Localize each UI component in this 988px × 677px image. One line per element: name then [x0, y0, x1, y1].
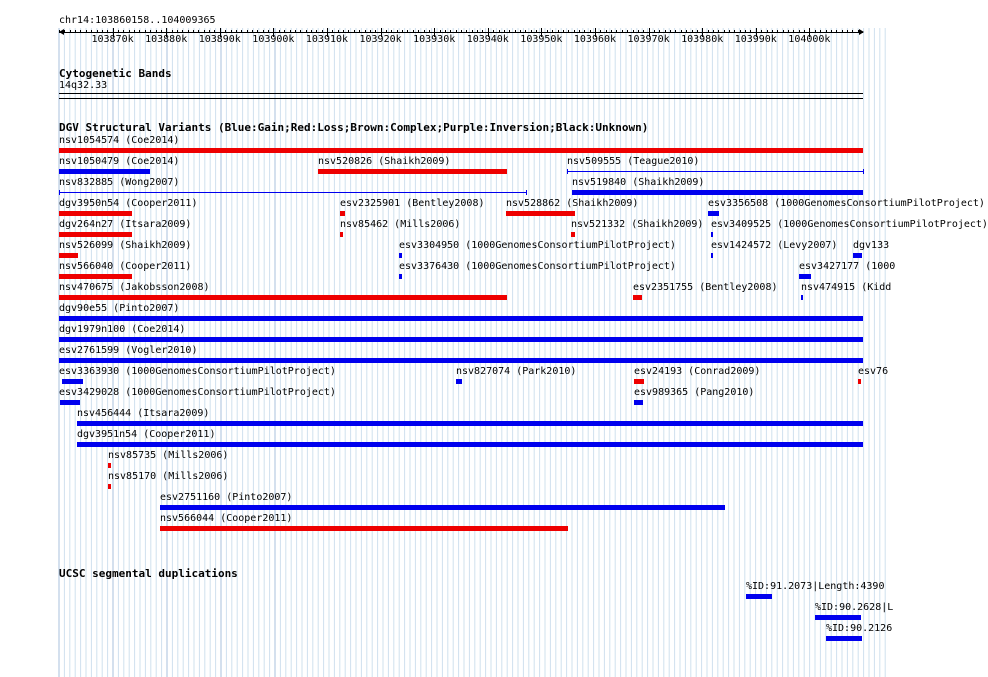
ruler-minor-tick	[295, 30, 296, 33]
ruler-minor-tick	[767, 30, 768, 33]
dgv-feature-bar[interactable]	[60, 400, 80, 405]
dgv-feature-cap	[863, 169, 864, 174]
ruler-minor-tick	[391, 30, 392, 33]
ruler-minor-tick	[477, 30, 478, 33]
ruler-minor-tick	[750, 30, 751, 33]
dgv-feature-bar[interactable]	[59, 253, 78, 258]
ruler-minor-tick	[579, 30, 580, 33]
cytoband-line-top	[59, 93, 863, 94]
ruler-minor-tick	[600, 30, 601, 33]
dgv-feature-cap	[526, 190, 527, 195]
ruler-minor-tick	[359, 30, 360, 33]
ruler-minor-tick	[777, 30, 778, 33]
dgv-feature-label[interactable]: esv3427177 (1000	[799, 261, 896, 272]
ruler-minor-tick	[659, 30, 660, 33]
dgv-feature-label[interactable]: esv2751160 (Pinto2007)	[160, 492, 293, 503]
dgv-feature-bar[interactable]	[59, 192, 526, 193]
ruler-tick-label: 103890k	[198, 34, 241, 45]
dgv-feature-label[interactable]: esv1424572 (Levy2007)	[711, 240, 838, 251]
ruler-tick-label: 103940k	[466, 34, 509, 45]
ruler-minor-tick	[772, 30, 773, 33]
ruler-tick-label: 103990k	[734, 34, 777, 45]
dgv-feature-bar[interactable]	[506, 211, 575, 216]
ruler-minor-tick	[279, 30, 280, 33]
dgv-feature-bar[interactable]	[399, 253, 402, 258]
ruler-minor-tick	[804, 30, 805, 33]
ruler-minor-tick	[236, 30, 237, 33]
ruler-minor-tick	[86, 30, 87, 33]
ruler-minor-tick	[204, 30, 205, 33]
ruler-minor-tick	[740, 30, 741, 33]
ruler-minor-tick	[118, 30, 119, 33]
dgv-feature-bar[interactable]	[59, 295, 507, 300]
dgv-feature-bar[interactable]	[858, 379, 861, 384]
ruler-minor-tick	[247, 30, 248, 33]
dgv-feature-label[interactable]: nsv827074 (Park2010)	[456, 366, 577, 377]
ruler-minor-tick	[198, 30, 199, 33]
ruler-minor-tick	[188, 30, 189, 33]
ruler-minor-tick	[815, 30, 816, 33]
ruler-minor-tick	[386, 30, 387, 33]
ruler-minor-tick	[343, 30, 344, 33]
ruler-minor-tick	[150, 30, 151, 33]
dgv-feature-bar[interactable]	[799, 274, 811, 279]
ruler-tick-label: 103920k	[359, 34, 402, 45]
ruler-minor-tick	[783, 30, 784, 33]
ruler-tick-label: 103980k	[681, 34, 724, 45]
ruler-minor-tick	[375, 30, 376, 33]
segdup-track-title: UCSC segmental duplications	[59, 567, 238, 580]
dgv-feature-bar[interactable]	[634, 400, 643, 405]
ruler-minor-tick	[97, 30, 98, 33]
dgv-feature-label[interactable]: esv2761599 (Vogler2010)	[59, 345, 198, 356]
dgv-feature-label[interactable]: dgv264n27 (Itsara2009)	[59, 219, 192, 230]
dgv-feature-bar[interactable]	[633, 295, 642, 300]
dgv-feature-bar[interactable]	[318, 169, 507, 174]
ruler-minor-tick	[520, 30, 521, 33]
dgv-feature-bar[interactable]	[567, 171, 863, 172]
dgv-feature-bar[interactable]	[853, 253, 862, 258]
ruler-minor-tick	[616, 30, 617, 33]
ruler-minor-tick	[515, 30, 516, 33]
ruler-minor-tick	[729, 30, 730, 33]
dgv-feature-bar[interactable]	[59, 358, 863, 363]
ruler-minor-tick	[413, 30, 414, 33]
ruler-minor-tick	[424, 30, 425, 33]
ruler-minor-tick	[182, 30, 183, 33]
dgv-feature-label[interactable]: esv24193 (Conrad2009)	[634, 366, 761, 377]
ruler-tick-label: 103880k	[145, 34, 188, 45]
dgv-feature-label[interactable]: nsv470675 (Jakobsson2008)	[59, 282, 210, 293]
dgv-feature-bar[interactable]	[708, 211, 719, 216]
ruler-minor-tick	[627, 30, 628, 33]
ruler-minor-tick	[697, 30, 698, 33]
ruler-minor-tick	[472, 30, 473, 33]
ruler-minor-tick	[718, 30, 719, 33]
dgv-feature-label[interactable]: nsv1054574 (Coe2014)	[59, 135, 180, 146]
dgv-feature-label[interactable]: nsv85170 (Mills2006)	[108, 471, 229, 482]
ruler-minor-tick	[756, 30, 757, 33]
dgv-feature-label[interactable]: esv3409525 (1000GenomesConsortiumPilotProject)	[711, 219, 988, 230]
ruler-minor-tick	[123, 30, 124, 33]
dgv-feature-label[interactable]: dgv133	[853, 240, 890, 251]
ruler-minor-tick	[713, 30, 714, 33]
ruler-minor-tick	[638, 30, 639, 33]
dgv-feature-bar[interactable]	[77, 442, 863, 447]
dgv-feature-bar[interactable]	[59, 232, 132, 237]
dgv-feature-bar[interactable]	[108, 463, 111, 468]
ruler-minor-tick	[643, 30, 644, 33]
dgv-feature-label[interactable]: dgv1979n100 (Coe2014)	[59, 324, 186, 335]
ruler-minor-tick	[91, 30, 92, 33]
ruler-minor-tick	[793, 30, 794, 33]
dgv-feature-bar[interactable]	[340, 211, 345, 216]
ruler-minor-tick	[161, 30, 162, 33]
ruler-minor-tick	[263, 30, 264, 33]
dgv-feature-label[interactable]: esv3376430 (1000GenomesConsortiumPilotProject)	[399, 261, 676, 272]
ruler-minor-tick	[327, 30, 328, 33]
dgv-feature-label[interactable]: nsv456444 (Itsara2009)	[77, 408, 210, 419]
dgv-feature-bar[interactable]	[456, 379, 462, 384]
dgv-feature-bar[interactable]	[399, 274, 402, 279]
ruler-minor-tick	[836, 30, 837, 33]
ruler-tick-label: 103870k	[91, 34, 134, 45]
dgv-feature-label[interactable]: esv2325901 (Bentley2008)	[340, 198, 485, 209]
ruler-minor-tick	[820, 30, 821, 33]
ruler-minor-tick	[482, 30, 483, 33]
ruler-minor-tick	[332, 30, 333, 33]
ruler-minor-tick	[418, 30, 419, 33]
dgv-feature-bar[interactable]	[62, 379, 83, 384]
ruler-minor-tick	[252, 30, 253, 33]
ruler-minor-tick	[64, 30, 65, 33]
position-label: chr14:103860158..104009365	[59, 15, 216, 26]
ruler-minor-tick	[493, 30, 494, 33]
ruler-minor-tick	[831, 30, 832, 33]
dgv-feature-bar[interactable]	[59, 316, 863, 321]
ruler-minor-tick	[686, 30, 687, 33]
dgv-feature-bar[interactable]	[59, 274, 132, 279]
ruler-minor-tick	[300, 30, 301, 33]
dgv-feature-label[interactable]: nsv520826 (Shaikh2009)	[318, 156, 451, 167]
ruler-minor-tick	[595, 30, 596, 33]
ruler-minor-tick	[547, 30, 548, 33]
ruler-minor-tick	[370, 30, 371, 33]
ruler-minor-tick	[488, 30, 489, 33]
ruler-minor-tick	[734, 30, 735, 33]
ruler-minor-tick	[397, 30, 398, 33]
dgv-feature-label[interactable]: nsv528862 (Shaikh2009)	[506, 198, 639, 209]
dgv-feature-bar[interactable]	[160, 505, 725, 510]
ruler-minor-tick	[606, 30, 607, 33]
dgv-feature-label[interactable]: esv989365 (Pang2010)	[634, 387, 755, 398]
cytoband-track-title: Cytogenetic Bands	[59, 67, 172, 80]
ruler-minor-tick	[852, 30, 853, 33]
dgv-feature-bar[interactable]	[77, 421, 863, 426]
ruler-tick-label: 103970k	[627, 34, 670, 45]
dgv-feature-cap	[59, 190, 60, 195]
ruler-minor-tick	[145, 30, 146, 33]
ruler-tick-label: 104000k	[788, 34, 831, 45]
ruler-minor-tick	[75, 30, 76, 33]
ruler-minor-tick	[306, 30, 307, 33]
ruler-minor-tick	[504, 30, 505, 33]
dgv-feature-label[interactable]: esv3429028 (1000GenomesConsortiumPilotProject)	[59, 387, 336, 398]
ruler-minor-tick	[826, 30, 827, 33]
dgv-feature-label[interactable]: nsv509555 (Teague2010)	[567, 156, 700, 167]
segdup-feature-bar[interactable]	[815, 615, 861, 620]
ruler-minor-tick	[59, 30, 60, 33]
ruler-minor-tick	[429, 30, 430, 33]
ruler-minor-tick	[552, 30, 553, 33]
dgv-feature-bar[interactable]	[108, 484, 111, 489]
ruler-minor-tick	[858, 30, 859, 33]
dgv-feature-bar[interactable]	[160, 526, 568, 531]
ruler-minor-tick	[434, 30, 435, 33]
ruler-minor-tick	[102, 30, 103, 33]
dgv-feature-label[interactable]: dgv3951n54 (Cooper2011)	[77, 429, 216, 440]
ruler-minor-tick	[402, 30, 403, 33]
ruler-minor-tick	[536, 30, 537, 33]
ruler-minor-tick	[461, 30, 462, 33]
ruler-minor-tick	[225, 30, 226, 33]
dgv-feature-label[interactable]: esv3356508 (1000GenomesConsortiumPilotProject)	[708, 198, 985, 209]
dgv-track-title: DGV Structural Variants (Blue:Gain;Red:Loss;Brown:Complex;Purple:Inversion;Black:Unknown)	[59, 121, 649, 134]
ruler-minor-tick	[209, 30, 210, 33]
dgv-feature-bar[interactable]	[59, 211, 132, 216]
ruler-minor-tick	[338, 30, 339, 33]
dgv-feature-label[interactable]: dgv90e55 (Pinto2007)	[59, 303, 180, 314]
ruler-tick-label: 103900k	[252, 34, 295, 45]
ruler-minor-tick	[622, 30, 623, 33]
ruler-minor-tick	[290, 30, 291, 33]
ruler-minor-tick	[172, 30, 173, 33]
ruler-minor-tick	[241, 30, 242, 33]
ruler-minor-tick	[611, 30, 612, 33]
ruler-minor-tick	[214, 30, 215, 33]
ruler-minor-tick	[166, 30, 167, 33]
segdup-feature-label[interactable]: %ID:90.2628|L	[815, 602, 894, 613]
ruler-minor-tick	[788, 30, 789, 33]
dgv-feature-label[interactable]: nsv474915 (Kidd	[801, 282, 892, 293]
ruler-minor-tick	[156, 30, 157, 33]
ruler-tick-label: 103960k	[573, 34, 617, 45]
segdup-feature-bar[interactable]	[746, 594, 772, 599]
ruler-minor-tick	[177, 30, 178, 33]
cytoband-line-bottom	[59, 98, 863, 99]
dgv-feature-bar[interactable]	[571, 232, 575, 237]
dgv-feature-bar[interactable]	[340, 232, 343, 237]
ruler-minor-tick	[311, 30, 312, 33]
dgv-feature-bar[interactable]	[634, 379, 644, 384]
dgv-feature-label[interactable]: esv2351755 (Bentley2008)	[633, 282, 778, 293]
ruler-minor-tick	[134, 30, 135, 33]
ruler-tick-label: 103910k	[305, 34, 349, 45]
ruler-minor-tick	[70, 30, 71, 33]
dgv-feature-label[interactable]: nsv566044 (Cooper2011)	[160, 513, 293, 524]
ruler-minor-tick	[842, 30, 843, 33]
dgv-feature-label[interactable]: nsv85462 (Mills2006)	[340, 219, 461, 230]
ruler-minor-tick	[316, 30, 317, 33]
ruler-minor-tick	[407, 30, 408, 33]
dgv-feature-label[interactable]: nsv526099 (Shaikh2009)	[59, 240, 192, 251]
dgv-feature-bar[interactable]	[59, 337, 863, 342]
ruler-minor-tick	[665, 30, 666, 33]
ruler-minor-tick	[724, 30, 725, 33]
ruler-minor-tick	[681, 30, 682, 33]
cytoband-label: 14q32.33	[59, 80, 108, 91]
ruler-minor-tick	[558, 30, 559, 33]
ruler-tick-label: 103950k	[520, 34, 563, 45]
dgv-feature-bar[interactable]	[711, 232, 713, 237]
ruler-minor-tick	[450, 30, 451, 33]
ruler-minor-tick	[268, 30, 269, 33]
dgv-feature-label[interactable]: esv3304950 (1000GenomesConsortiumPilotProject)	[399, 240, 676, 251]
ruler-minor-tick	[799, 30, 800, 33]
dgv-feature-label[interactable]: nsv1050479 (Coe2014)	[59, 156, 180, 167]
dgv-feature-bar[interactable]	[711, 253, 713, 258]
ruler-minor-tick	[675, 30, 676, 33]
ruler-minor-tick	[440, 30, 441, 33]
dgv-feature-label[interactable]: nsv832885 (Wong2007)	[59, 177, 180, 188]
ruler-minor-tick	[847, 30, 848, 33]
dgv-feature-bar[interactable]	[801, 295, 803, 300]
ruler-minor-tick	[231, 30, 232, 33]
ruler-minor-tick	[568, 30, 569, 33]
dgv-feature-label[interactable]: esv3363930 (1000GenomesConsortiumPilotProject)	[59, 366, 336, 377]
ruler-minor-tick	[574, 30, 575, 33]
ruler-minor-tick	[541, 30, 542, 33]
ruler-minor-tick	[499, 30, 500, 33]
ruler-minor-tick	[348, 30, 349, 33]
ruler-minor-tick	[466, 30, 467, 33]
ruler-minor-tick	[193, 30, 194, 33]
ruler-minor-tick	[809, 30, 810, 33]
ruler-tick-label: 103930k	[413, 34, 456, 45]
ruler-minor-tick	[670, 30, 671, 33]
ruler-minor-tick	[456, 30, 457, 33]
ruler-minor-tick	[354, 30, 355, 33]
ruler-minor-tick	[220, 30, 221, 33]
ruler-minor-tick	[692, 30, 693, 33]
ruler-minor-tick	[80, 30, 81, 33]
segdup-feature-bar[interactable]	[826, 636, 862, 641]
dgv-feature-label[interactable]: nsv521332 (Shaikh2009)	[571, 219, 704, 230]
ruler-minor-tick	[129, 30, 130, 33]
ruler-minor-tick	[273, 30, 274, 33]
ruler-minor-tick	[702, 30, 703, 33]
ruler-minor-tick	[322, 30, 323, 33]
ruler-minor-tick	[761, 30, 762, 33]
dgv-feature-label[interactable]: nsv566040 (Cooper2011)	[59, 261, 192, 272]
ruler-minor-tick	[381, 30, 382, 33]
ruler-minor-tick	[509, 30, 510, 33]
dgv-feature-label[interactable]: nsv519840 (Shaikh2009)	[572, 177, 705, 188]
ruler-minor-tick	[365, 30, 366, 33]
ruler-minor-tick	[654, 30, 655, 33]
ruler-minor-tick	[284, 30, 285, 33]
ruler-minor-tick	[590, 30, 591, 33]
ruler-minor-tick	[113, 30, 114, 33]
ruler-minor-tick	[708, 30, 709, 33]
dgv-feature-bar[interactable]	[572, 190, 863, 195]
ruler-right-arrow-icon[interactable]	[859, 29, 864, 35]
ruler-minor-tick	[107, 30, 108, 33]
ruler-minor-tick	[745, 30, 746, 33]
segdup-feature-label[interactable]: %ID:90.2126	[826, 623, 893, 634]
dgv-feature-bar[interactable]	[59, 148, 863, 153]
dgv-feature-label[interactable]: esv76	[858, 366, 889, 377]
dgv-feature-cap	[567, 169, 568, 174]
ruler-minor-tick	[139, 30, 140, 33]
dgv-feature-label[interactable]: nsv85735 (Mills2006)	[108, 450, 229, 461]
ruler-minor-tick	[563, 30, 564, 33]
ruler-minor-tick	[257, 30, 258, 33]
ruler-minor-tick	[584, 30, 585, 33]
ruler-minor-tick	[445, 30, 446, 33]
ruler-minor-tick	[525, 30, 526, 33]
ruler-minor-tick	[633, 30, 634, 33]
ruler-minor-tick	[531, 30, 532, 33]
ruler-minor-tick	[649, 30, 650, 33]
dgv-feature-bar[interactable]	[59, 169, 150, 174]
dgv-feature-label[interactable]: dgv3950n54 (Cooper2011)	[59, 198, 198, 209]
segdup-feature-label[interactable]: %ID:91.2073|Length:4390	[746, 581, 885, 592]
